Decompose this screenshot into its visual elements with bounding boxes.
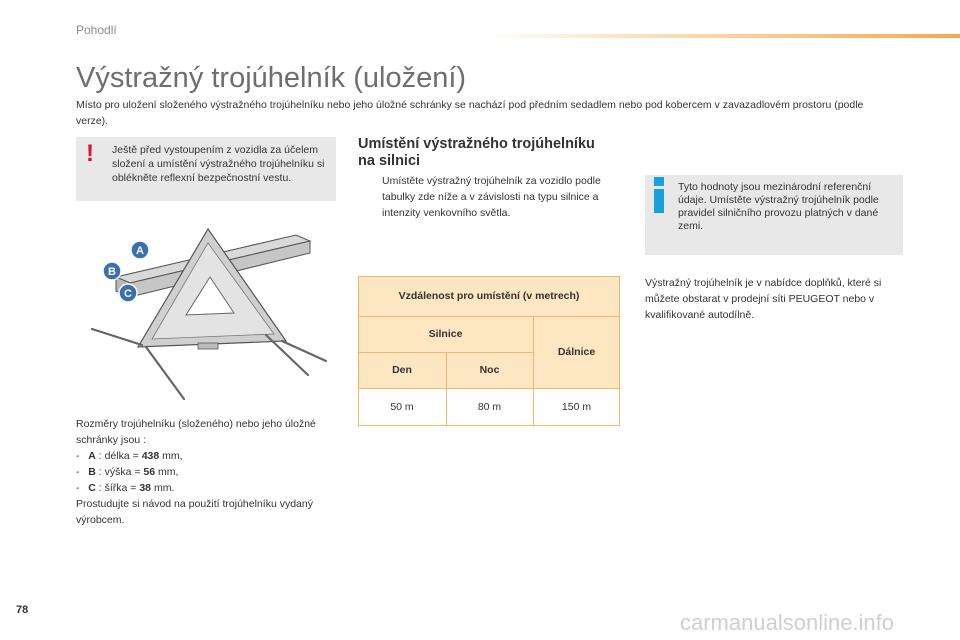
table-border	[358, 316, 620, 317]
table-day-header: Den	[358, 352, 446, 388]
header-accent-bar	[480, 34, 960, 38]
page-title: Výstražný trojúhelník (uložení)	[76, 62, 467, 94]
dimension-c: - C : šířka = 38 mm.	[76, 482, 175, 494]
availability-text: Výstražný trojúhelník je v nabídce doplňků, které si můžete obstarat v prodejní síti PEUGEOT nebo v kvalifikované autodílně.	[645, 277, 882, 321]
table-day-value: 50 m	[358, 388, 446, 426]
table-border	[358, 425, 620, 426]
intro-paragraph: Místo pro uložení složeného výstražného trojúhelníku nebo jeho úložné schránky se nachází pod předním sedadlem nebo pod kobercem v zavazadlovém prostoru (podle verze).	[76, 99, 864, 127]
warning-triangle-illustration	[86, 225, 330, 405]
table-road-header: Silnice	[358, 316, 533, 352]
dimensions-outro: Prostudujte si návod na použití trojúhelníku vydaný výrobcem.	[76, 498, 313, 526]
table-highway-header: Dálnice	[533, 316, 620, 388]
placement-section-title: Umístění výstražného trojúhelníku na silnici	[358, 136, 595, 169]
watermark: carmanualsonline.info	[680, 610, 895, 635]
label-b: B	[108, 266, 116, 278]
table-highway-value: 150 m	[533, 388, 620, 426]
table-night-header: Noc	[446, 352, 533, 388]
label-a-marker	[131, 241, 149, 259]
label-a: A	[136, 245, 144, 257]
dimensions-intro: Rozměry trojúhelníku (složeného) nebo jeho úložné schránky jsou :	[76, 418, 316, 446]
table-border	[358, 276, 620, 277]
label-c: C	[124, 288, 132, 300]
dimensions-block	[76, 416, 336, 528]
table-border	[358, 276, 359, 426]
dimension-b: - B : výška = 56 mm,	[76, 466, 179, 478]
table-border	[358, 388, 620, 389]
exclamation-icon: !	[86, 140, 94, 167]
label-c-marker	[119, 284, 137, 302]
label-b-marker	[103, 262, 121, 280]
distance-table	[358, 276, 620, 426]
section-header: Pohodlí	[76, 23, 117, 37]
table-header: Vzdálenost pro umístění (v metrech)	[358, 276, 620, 316]
table-border	[619, 276, 620, 426]
placement-text: Umístěte výstražný trojúhelník za vozidlo podle tabulky zde níže a v závislosti na typu silnice a intenzity venkovního světla.	[382, 175, 601, 219]
table-border	[533, 316, 534, 426]
page-number: 78	[16, 604, 29, 616]
warning-text: Ještě před vystoupením z vozidla za účelem složení a umístění výstražného trojúhelníku si oblékněte reflexní bezpečnostní vestu.	[112, 144, 325, 184]
info-icon	[654, 177, 664, 213]
dimension-a: - A : délka = 438 mm,	[76, 450, 183, 462]
table-border	[446, 352, 447, 426]
table-night-value: 80 m	[446, 388, 533, 426]
info-text: Tyto hodnoty jsou mezinárodní referenční údaje. Umístěte výstražný trojúhelník podle pravidel silničního provozu platných v dané zemi.	[678, 181, 879, 232]
